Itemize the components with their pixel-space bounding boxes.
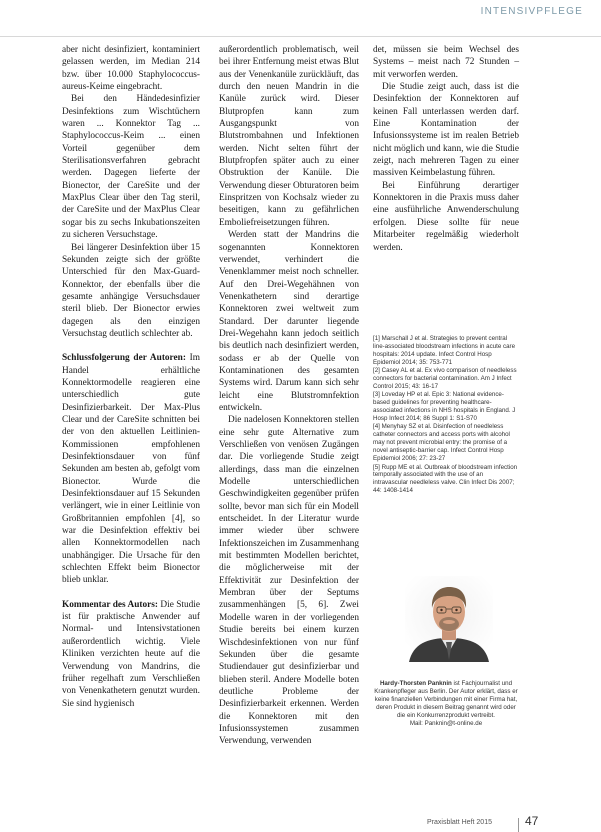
footer-source: Praxisblatt Heft 2015 — [427, 819, 492, 826]
section-label: INTENSIVPFLEGE — [480, 6, 583, 17]
page-number: 47 — [525, 814, 539, 828]
col1-paragraph-comment — [62, 599, 200, 710]
column-2 — [219, 44, 359, 748]
reference-item: [2] Casey AL et al. Ex vivo comparison of needleless connectors for bacterial contamination. Am J Infect Control 2015; 43: 16-17 — [373, 367, 517, 390]
comment-text: Die Studie ist für praktische Anwender auf Normal- und Intensivstationen außerordentlich wichtig. Viele Kliniken verzichten heute auf die Verwendung von Mandrins, die früher regelhaft zum Verschließen von Venenkathetern genutzt wurden. Sie sind hygienisch — [62, 599, 200, 709]
author-bio: ist Fachjournalist und Krankenpfleger aus Berlin. Der Autor erklärt, dass er keine finanziellen Verbindungen mit einer Firma hat, deren Produkt in diesem Beitrag genannt wird oder die ein Konkurrenzprodukt vertreibt. — [374, 680, 518, 719]
conclusion-text: Im Handel erhältliche Konnektormodelle reagieren eine unterschiedlich gute Desinfizierbarkeit. Der Max-Plus Clear und der CareSite schnitten bei der von den aktuellen Leitlinien-Kommissionen empfohlenen Desinfektionsdauer von fünf Sekunden am besten ab, gefolgt vom Bionector. Wurde die Desinfektionsdauer auf 15 Sekunden verlängert, wie in einer Leitlinie von Großbritannien empfohlen [4], so war die Desinfektion effektiv bei allen Konnektormodellen nach unabhängiger. Die Ursache für den schlechten Effekt beim Bionector blieb unklar. — [62, 353, 201, 586]
author-photo — [405, 576, 493, 662]
col1-paragraph-1: aber nicht desinfiziert, kontaminiert gelassen werden, im Median 214 bzw. über 10.000 Staphylococcus-aureus-Keime eingebracht. — [62, 45, 200, 93]
col2-paragraph-3: Die nadelosen Konnektoren stellen eine sehr gute Alternative zum Verschließen von venösen Zugängen dar. Die vorliegende Studie zeigt allerdings, dass man die einzelnen Modelle unterschiedlichen Geschwindigkeiten gegenüber prüfen sollte, bevor man sich für ein Modell entscheidet. In der Literatur wurde immer wieder über schwere Infektionszeichen im Zusammenhang mit bestimmten Modellen berichtet, die möglicherweise mit der Effektivität zur Desinfektion der Membran über der Septums zusammenhängen [5, 6]. Zwei Modelle waren in der vorliegenden Studie bereits bei einem kurzen Wischdesinfektionen von nur fünf Sekunden über die gesamte Studiendauer gut desinfizierbar und blieben steril. Andere Modelle boten deutliche Probleme der Desinfizierbarkeit erkennen. Werden die Konnektoren mit den Infusionssystemen zusammen Verwendung, verwenden — [219, 415, 359, 747]
reference-item: [5] Rupp ME et al. Outbreak of bloodstream infection temporally associated with the use of an intravascular needleless valve. Clin Infect Dis 2007; 44: 1408-1414 — [373, 463, 518, 495]
reference-item: [1] Marschall J et al. Strategies to prevent central line-associated bloodstream infections in acute care hospitals: 2014 update. Infect Control Hosp Epidemiol 2014; 35: 753-771 — [373, 335, 516, 366]
reference-list — [373, 335, 519, 496]
col3-paragraph-3: Bei Einführung derartiger Konnektoren in die Praxis muss daher eine ausführliche Anwenderschulung erfolgen. Diese sollte für neue Mitarbeiter regelmäßig wiederholt werden. — [373, 180, 519, 253]
header-rule — [0, 36, 601, 37]
reference-item: [4] Menyhay SZ et al. Disinfection of needleless catheter connectors and access ports with alcohol may not prevent microbial entry: the promise of a novel antiseptic-barrier cap. Infect Control Hosp Epidemiol 2006; 27: 23-27 — [373, 423, 510, 463]
col1-paragraph-3: Bei längerer Desinfektion über 15 Sekunden zeigte sich der größte Unterschied für den Max-Guard-Konnektor, der ebenfalls über die gesamte anhängige Versuchsdauer steril blieb. Der Bionector erwies dagegen als den einzigen Versuchstag deutlich schlechter ab. — [62, 242, 200, 339]
col1-paragraph-conclusion — [62, 352, 200, 587]
col3-paragraph-1: det, müssen sie beim Wechsel des Systems – meist nach 72 Stunden – mit verworfen werden. — [373, 45, 519, 80]
col2-paragraph-2: Werden statt der Mandrins die sogenannten Konnektoren verwendet, verhindert die Venenklammer meist noch schneller. Auf den Drei-Wegehähnen von Venenkathetern sind derartige Konnektoren zwei weltweit zum Standard. Der darunter liegende Drei-Wegehahn kann jedoch seitlich bis deutlich nach desinfiziert werden, sodass er ab der Quelle von Kontaminationen des gesamten Systems wird. Darum kann sich sehr leicht eine Blutstromnfektion entwickeln. — [219, 230, 359, 413]
column-1 — [62, 44, 200, 710]
col2-paragraph-1: außerordentlich problematisch, weil bei ihrer Entfernung meist etwas Blut aus der Venenkanüle zurückläuft, das durch den neuen Mandrin in die Kanüle zurück wird. Dieser Blutpropfen kann zum Ausgangspunkt von Blutstrombahnen und Infektionen werden. Nicht selten führt der Blutpfropfen später auch zu einer Obstruktion der Kanüle. Die Verwendung dieser Obturatoren beim Einspritzen von Kochsalz wieder zu beseitigen, kann zu gefährlichen Emboliefreisetzungen führen. — [219, 45, 359, 228]
column-3 — [373, 44, 519, 254]
lead-comment: Kommentar des Autors: — [62, 599, 159, 610]
author-caption — [373, 680, 519, 727]
author-portrait-image — [405, 576, 493, 662]
lead-conclusion: Schlussfolgerung der Autoren: — [62, 353, 186, 364]
col3-paragraph-2: Die Studie zeigt auch, dass ist die Desinfektion der Konnektoren auf keinen Fall unterlassen werden darf. Eine Kontamination der Infusionssysteme ist im realen Betrieb nicht möglich und kann, wie die Studie zeigt, nach mehreren Tagen zu einer massiven Keimbelastung führen. — [373, 82, 519, 179]
col1-paragraph-2: Bei den Händedesinfizier Desinfektions zum Wischtüchern waren ... Konnektor Tag ... Staphylococcus-Keim ... einen Vorteil gegenüber dem Sterilisationsverfahren gebracht werden. Dagegen lieferte der Bionector, der CareSite und der MaxPlus Clear über den Tag steril, der CareSite und der MaxPlus Clear sogar bis zu sechs Inkubationszeiten zu sicheren Versuchstage. — [62, 94, 200, 241]
author-name: Hardy-Thorsten Panknin — [379, 680, 452, 687]
footer-divider — [518, 818, 519, 832]
reference-item: [3] Loveday HP et al. Epic 3: National evidence-based guidelines for preventing healthcare-associated infections in NHS hospitals in England. J Hosp Infect 2014; 86 Suppl 1: S1-S70 — [373, 391, 516, 423]
author-email: Mail: Panknin@t-online.de — [409, 719, 483, 727]
